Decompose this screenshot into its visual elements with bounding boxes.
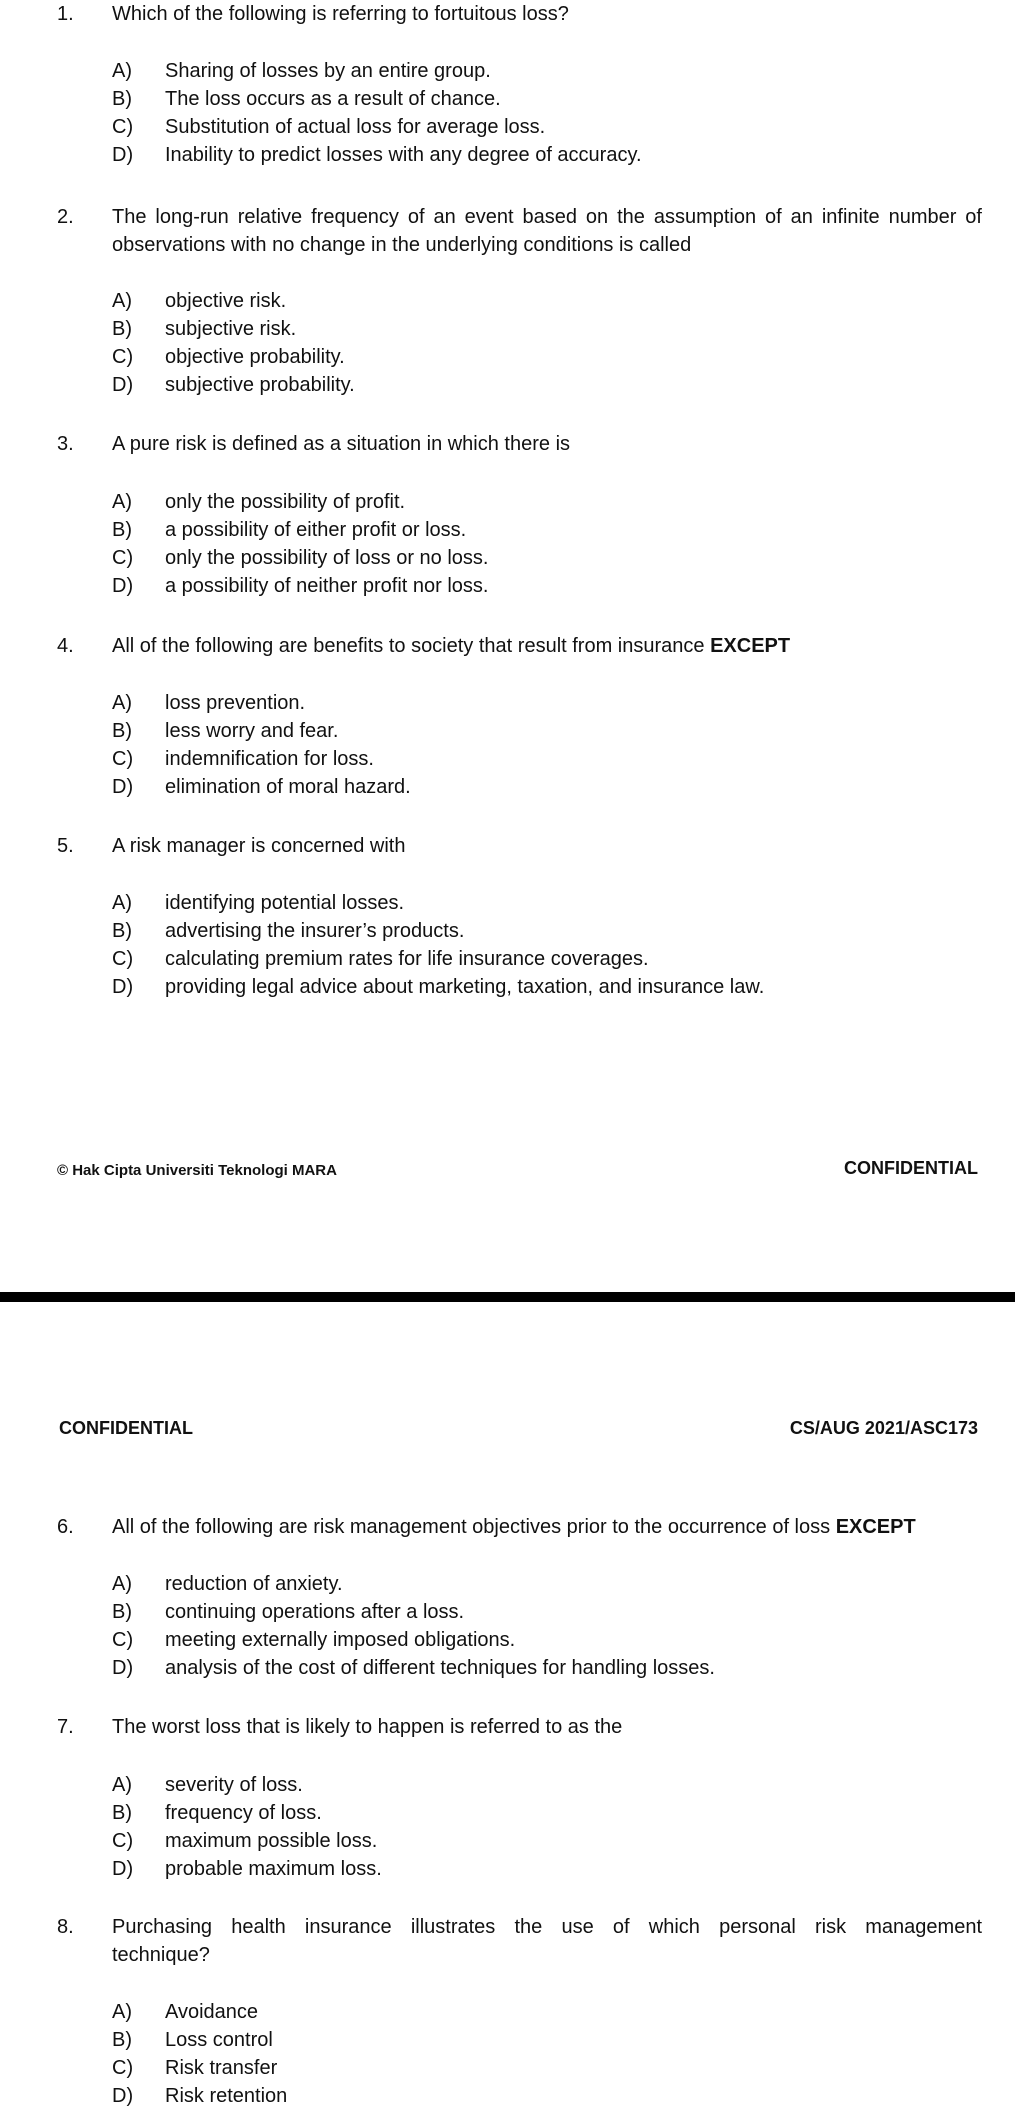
confidential-header: CONFIDENTIAL xyxy=(59,1418,193,1438)
option-a: A) reduction of anxiety. xyxy=(112,1573,343,1595)
option-d: D) Risk retention xyxy=(112,2085,288,2107)
options-list xyxy=(112,889,764,1001)
option-c: C) maximum possible loss. xyxy=(112,1830,378,1852)
question-number: 3. xyxy=(57,433,74,455)
option-b: B) subjective risk. xyxy=(112,318,297,340)
options-list xyxy=(112,1998,287,2110)
options-list xyxy=(112,1771,382,1883)
option-d: D) subjective probability. xyxy=(112,374,355,396)
copyright-footer: © Hak Cipta Universiti Teknologi MARA xyxy=(57,1162,337,1179)
question-1 xyxy=(57,0,982,28)
option-a: A) only the possibility of profit. xyxy=(112,491,406,513)
option-c: C) calculating premium rates for life insurance coverages. xyxy=(112,948,649,970)
option-b: B) frequency of loss. xyxy=(112,1802,322,1824)
option-c: C) indemnification for loss. xyxy=(112,748,374,770)
question-number: 8. xyxy=(57,1916,74,1938)
question-4 xyxy=(57,632,982,660)
option-a: A) loss prevention. xyxy=(112,692,306,714)
option-c: C) Substitution of actual loss for average loss. xyxy=(112,116,546,138)
question-6 xyxy=(57,1513,982,1541)
option-d: D) probable maximum loss. xyxy=(112,1858,382,1880)
question-stem: The worst loss that is likely to happen is referred to as the xyxy=(112,1716,623,1738)
question-stem: All of the following are benefits to society that result from insurance EXCEPT xyxy=(112,635,791,657)
option-d: D) Inability to predict losses with any degree of accuracy. xyxy=(112,144,642,166)
emphasis: EXCEPT xyxy=(710,635,791,657)
option-b: B) The loss occurs as a result of chance. xyxy=(112,88,501,110)
option-b: B) less worry and fear. xyxy=(112,720,339,742)
question-number: 2. xyxy=(57,206,74,228)
options-list xyxy=(112,1570,715,1682)
question-2 xyxy=(57,203,982,259)
options-list xyxy=(112,488,489,600)
option-a: A) objective risk. xyxy=(112,290,287,312)
option-a: A) severity of loss. xyxy=(112,1774,303,1796)
option-d: D) a possibility of neither profit nor loss. xyxy=(112,575,489,597)
emphasis: EXCEPT xyxy=(835,1516,916,1538)
option-b: B) advertising the insurer’s products. xyxy=(112,920,465,942)
option-d: D) providing legal advice about marketing, taxation, and insurance law. xyxy=(112,976,765,998)
question-number: 5. xyxy=(57,835,74,857)
question-5 xyxy=(57,832,982,860)
question-stem: Purchasing health insurance illustrates the use of which personal risk management technique? xyxy=(112,1916,982,1966)
question-7 xyxy=(57,1713,982,1741)
question-number: 7. xyxy=(57,1716,74,1738)
question-number: 1. xyxy=(57,3,74,25)
option-a: A) Avoidance xyxy=(112,2001,259,2023)
option-b: B) a possibility of either profit or loss. xyxy=(112,519,467,541)
question-8 xyxy=(57,1913,982,1969)
option-c: C) Risk transfer xyxy=(112,2057,278,2079)
option-c: C) meeting externally imposed obligations. xyxy=(112,1629,516,1651)
option-d: D) analysis of the cost of different techniques for handling losses. xyxy=(112,1657,715,1679)
option-a: A) identifying potential losses. xyxy=(112,892,405,914)
question-3 xyxy=(57,430,982,458)
option-b: B) Loss control xyxy=(112,2029,273,2051)
question-stem: A pure risk is defined as a situation in which there is xyxy=(112,433,571,455)
option-c: C) objective probability. xyxy=(112,346,345,368)
option-a: A) Sharing of losses by an entire group. xyxy=(112,60,491,82)
question-number: 6. xyxy=(57,1516,74,1538)
question-stem: A risk manager is concerned with xyxy=(112,835,406,857)
options-list xyxy=(112,689,411,801)
option-b: B) continuing operations after a loss. xyxy=(112,1601,465,1623)
course-code-header: CS/AUG 2021/ASC173 xyxy=(789,1418,978,1438)
question-stem: The long-run relative frequency of an event based on the assumption of an infinite number of observations with no change in the underlying conditions is called xyxy=(112,206,982,256)
page-divider xyxy=(0,1292,1015,1302)
options-list xyxy=(112,287,355,399)
option-c: C) only the possibility of loss or no loss. xyxy=(112,547,489,569)
question-stem: Which of the following is referring to fortuitous loss? xyxy=(112,3,569,25)
options-list xyxy=(112,57,642,169)
confidential-footer: CONFIDENTIAL xyxy=(844,1158,978,1178)
question-number: 4. xyxy=(57,635,74,657)
question-stem: All of the following are risk management objectives prior to the occurrence of loss EXCEPT xyxy=(112,1516,916,1538)
option-d: D) elimination of moral hazard. xyxy=(112,776,411,798)
